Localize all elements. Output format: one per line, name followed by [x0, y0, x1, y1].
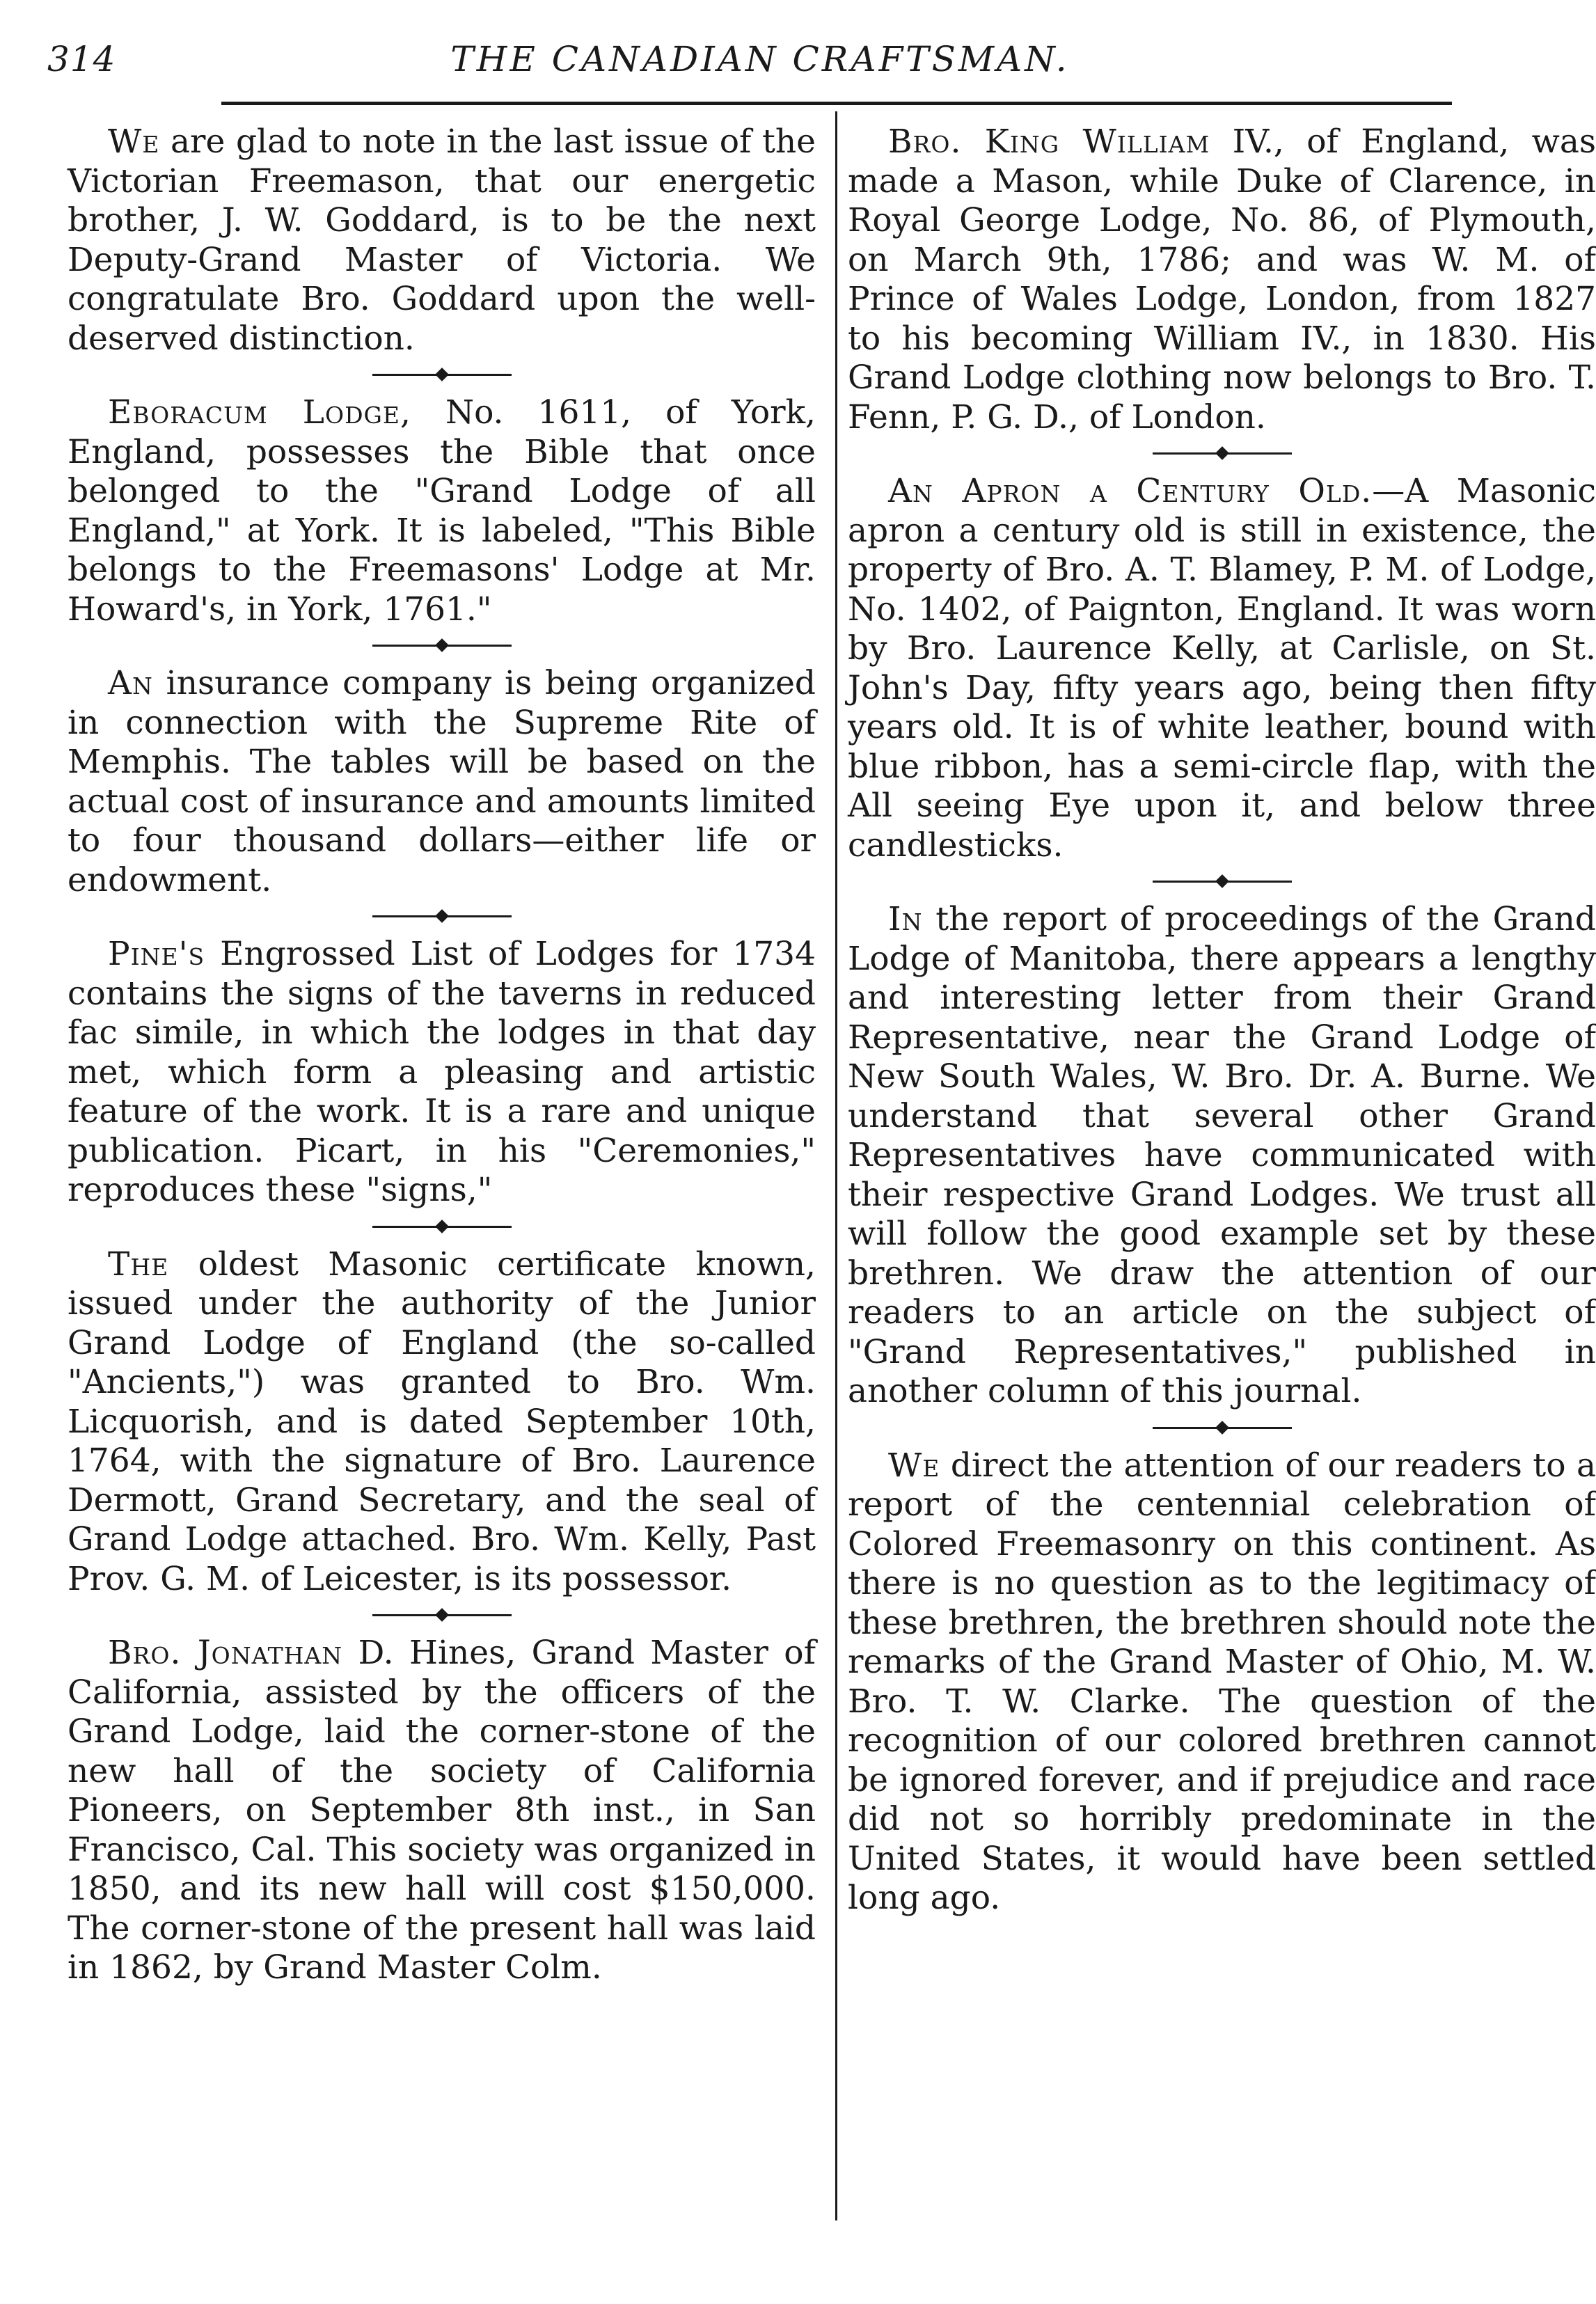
- article-body: insurance company is being organized in connection with the Supreme Rite of Memphis. The tables will be based on the actual cost of insurance and amounts limited to four thousand dollars—either life or endowment.: [68, 664, 816, 899]
- page-number: 314: [47, 39, 116, 79]
- section-divider: [68, 358, 816, 393]
- header-rule: [221, 102, 1452, 105]
- article-lead: The: [108, 1245, 169, 1284]
- article-lead: Eboracum Lodge,: [108, 393, 411, 432]
- column-rule: [835, 111, 837, 2220]
- article-lead: We: [888, 1446, 940, 1485]
- section-divider: [848, 437, 1596, 472]
- article-body: the report of proceedings of the Grand Lodge of Manitoba, there appears a lengthy and interesting letter from their Grand Representative, near the Grand Lodge of New South Wales, W. Bro. Dr. A. Burne. We understand that several other Grand Representatives have communicated with their respective Grand Lodges. We trust all will follow the good example set by these brethren. We draw the attention of our readers to an article on the subject of "Grand Representatives," published in another column of this journal.: [848, 900, 1596, 1410]
- article-body: oldest Masonic certificate known, issued under the authority of the Junior Grand Lodge of England (the so-called "Ancients,") was granted to Bro. Wm. Licquorish, and is dated September 10th, 1764, with the signature of Bro. Laurence Dermott, Grand Secretary, and the seal of Grand Lodge attached. Bro. Wm. Kelly, Past Prov. G. M. of Leicester, is its possessor.: [68, 1245, 816, 1598]
- article-lead: We: [108, 123, 160, 161]
- section-divider: [68, 900, 816, 935]
- section-divider: [68, 1599, 816, 1634]
- article-oldest-certificate: [68, 1245, 816, 1600]
- article-hines-cornerstone: [68, 1634, 816, 1988]
- article-lead: Pine's: [108, 935, 205, 973]
- article-body: D. Hines, Grand Master of California, assisted by the officers of the Grand Lodge, laid the corner-stone of the new hall of the society of California Pioneers, on September 8th inst., in San Francisco, Cal. This society was organized in 1850, and its new hall will cost $150,000. The corner-stone of the present hall was laid in 1862, by Grand Master Colm.: [68, 1634, 816, 1987]
- article-king-william: [848, 123, 1596, 437]
- article-eboracum-lodge: [68, 393, 816, 629]
- article-lead: Bro. King William: [888, 123, 1210, 161]
- article-manitoba-report: [848, 900, 1596, 1412]
- article-body: IV., of England, was made a Mason, while Duke of Clarence, in Royal George Lodge, No. 86, of Plymouth, on March 9th, 1786; and was W. M. of Prince of Wales Lodge, London, from 1827 to his becoming William IV., in 1830. His Grand Lodge clothing now belongs to Bro. T. Fenn, P. G. D., of London.: [848, 123, 1596, 436]
- article-pines-list: [68, 935, 816, 1210]
- section-divider: [68, 1210, 816, 1245]
- article-insurance-company: [68, 664, 816, 900]
- left-column: [68, 123, 816, 1988]
- right-column: [848, 123, 1596, 1918]
- section-divider: [848, 865, 1596, 900]
- article-lead: An: [108, 664, 153, 702]
- article-body: —A Masonic apron a century old is still in existence, the property of Bro. A. T. Blamey, P. M. of Lodge, No. 1402, of Paignton, England. It was worn by Bro. Laurence Kelly, at Carlisle, on St. John's Day, fifty years ago, being then fifty years old. It is of white leather, bound with blue ribbon, has a semi-circle flap, with the All seeing Eye upon it, and below three candlesticks.: [848, 472, 1596, 865]
- article-body: Engrossed List of Lodges for 1734 contains the signs of the taverns in reduced fac simile, in which the lodges in that day met, which form a pleasing and artistic feature of the work. It is a rare and unique publication. Picart, in his "Ceremonies," reproduces these "signs,": [68, 935, 816, 1209]
- running-title: THE CANADIAN CRAFTSMAN.: [450, 39, 1070, 79]
- article-body: direct the attention of our readers to a report of the centennial celebration of Colored Freemasonry on this continent. As there is no question as to the legitimacy of these brethren, the brethren should note the remarks of the Grand Master of Ohio, M. W. Bro. T. W. Clarke. The question of the recognition of our colored brethren cannot be ignored forever, and if prejudice and race did not so horribly predominate in the United States, it would have been settled long ago.: [848, 1446, 1596, 1917]
- article-body: No. 1611, of York, England, possesses the Bible that once belonged to the "Grand Lodge of all England," at York. It is labeled, "This Bible belongs to the Freemasons' Lodge at Mr. Howard's, in York, 1761.": [68, 393, 816, 629]
- article-lead: Bro. Jonathan: [108, 1634, 343, 1672]
- section-divider: [848, 1412, 1596, 1446]
- article-body: are glad to note in the last issue of the Victorian Freemason, that our energetic brother, J. W. Goddard, is to be the next Deputy-Grand Master of Victoria. We congratulate Bro. Goddard upon the well-deserved distinction.: [68, 123, 816, 358]
- article-lead: In: [888, 900, 923, 938]
- article-colored-freemasonry: [848, 1446, 1596, 1918]
- article-lead: An Apron a Century Old.: [888, 472, 1373, 510]
- article-apron: [848, 472, 1596, 865]
- article-goddard: [68, 123, 816, 358]
- page-header: [0, 39, 1520, 102]
- section-divider: [68, 629, 816, 664]
